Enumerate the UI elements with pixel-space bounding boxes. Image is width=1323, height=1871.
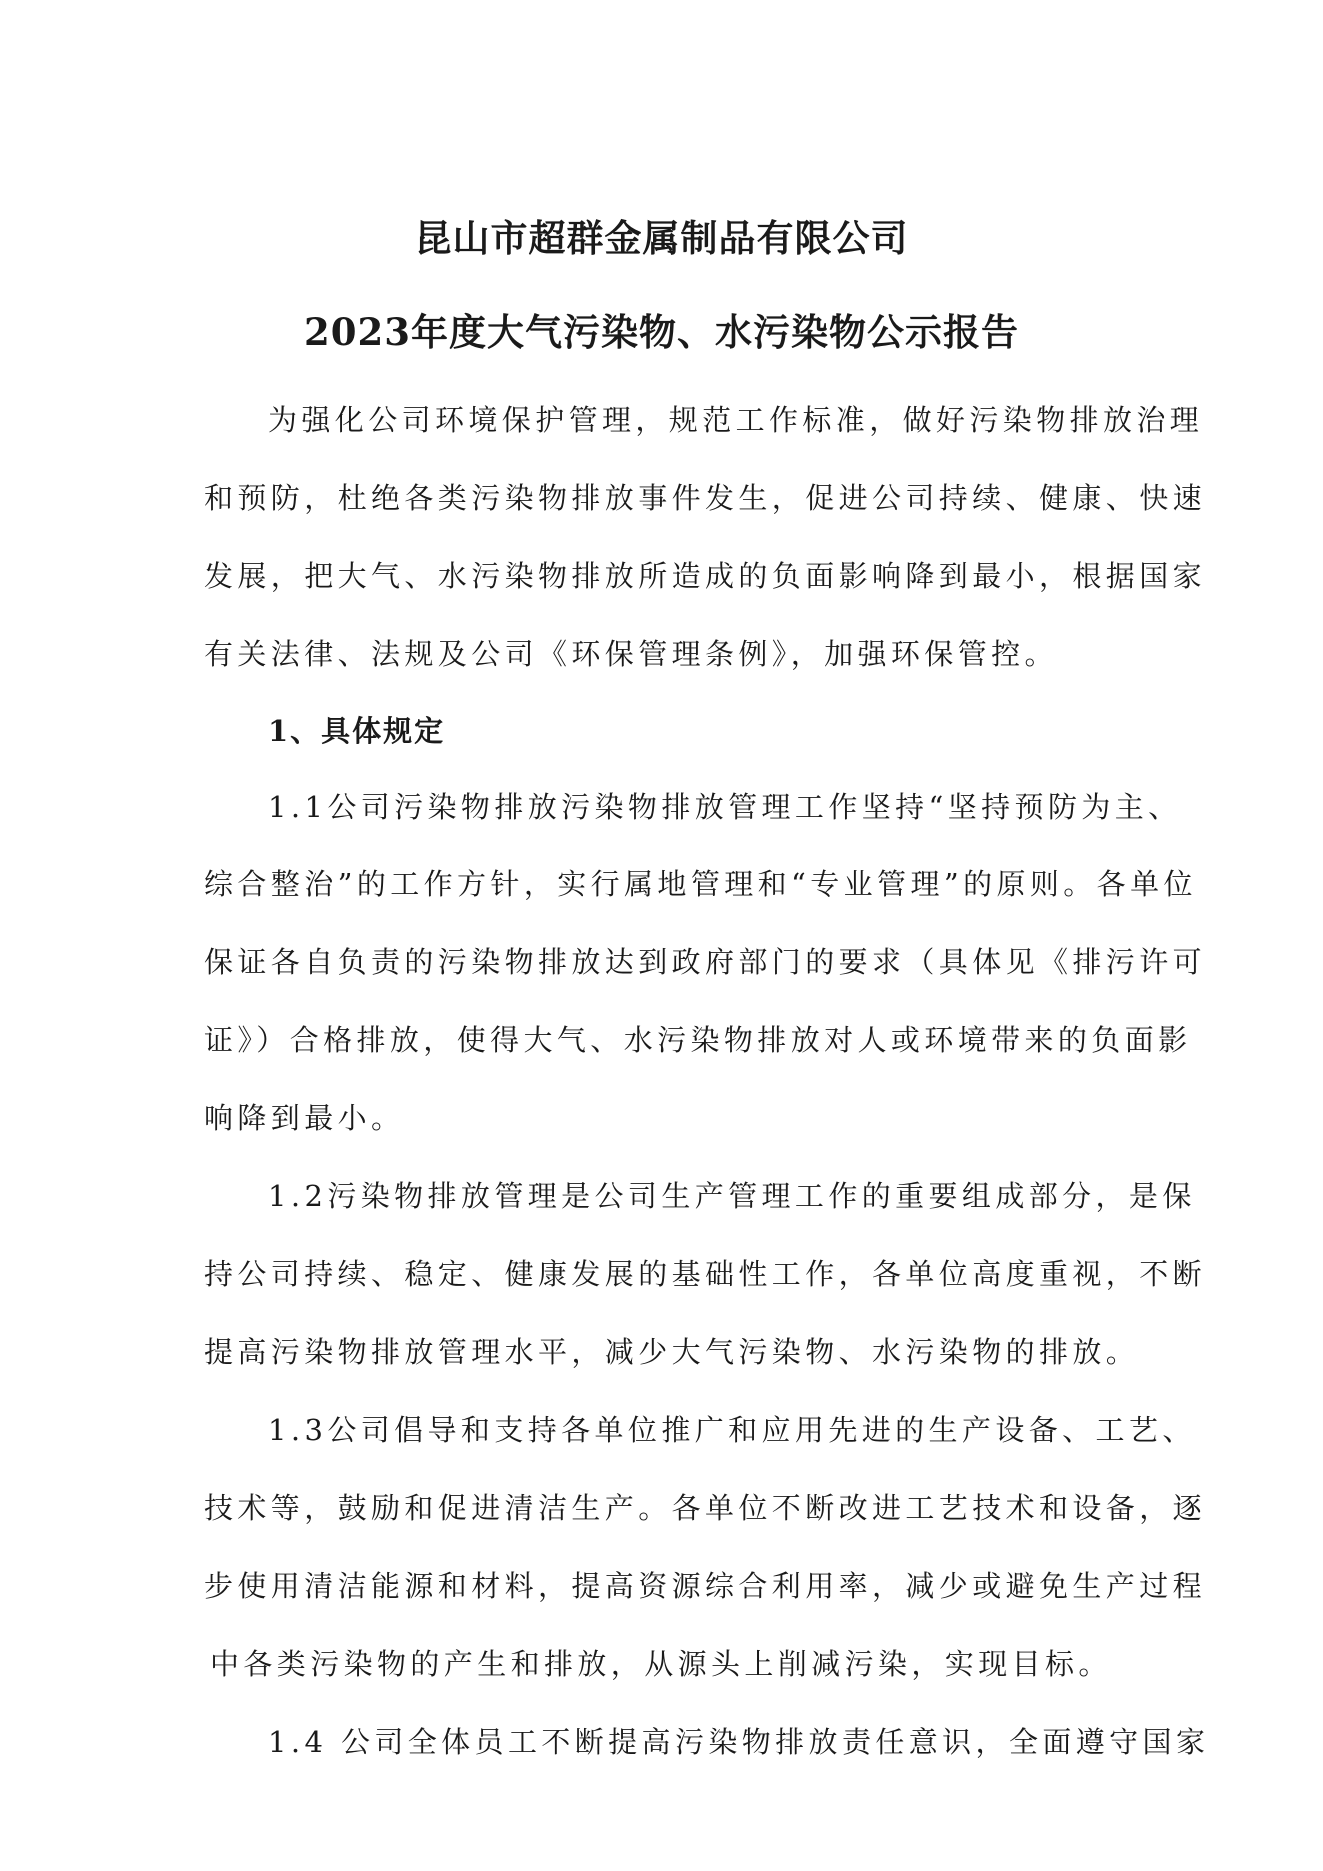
clause-1-4-line-1: 1.4 公司全体员工不断提高污染物排放责任意识，全面遵守国家 — [268, 1725, 1210, 1759]
clause-1-3-line-4: 中各类污染物的产生和排放，从源头上削减污染，实现目标。 — [210, 1647, 1112, 1681]
clause-1-1-line-1: 1.1公司污染物排放污染物排放管理工作坚持“坚持预防为主、 — [268, 790, 1182, 824]
intro-line-2: 和预防，杜绝各类污染物排放事件发生，促进公司持续、健康、快速 — [204, 481, 1207, 515]
clause-1-1-line-2: 综合整治”的工作方针，实行属地管理和“专业管理”的原则。各单位 — [204, 867, 1197, 901]
clause-1-2-line-3: 提高污染物排放管理水平，减少大气污染物、水污染物的排放。 — [204, 1335, 1140, 1369]
clause-1-1-line-5: 响降到最小。 — [204, 1101, 405, 1135]
intro-line-3: 发展，把大气、水污染物排放所造成的负面影响降到最小，根据国家 — [204, 559, 1207, 593]
clause-1-3-line-1: 1.3公司倡导和支持各单位推广和应用先进的生产设备、工艺、 — [268, 1413, 1196, 1447]
intro-line-1: 为强化公司环境保护管理，规范工作标准，做好污染物排放治理 — [268, 403, 1204, 437]
intro-line-4: 有关法律、法规及公司《环保管理条例》，加强环保管控。 — [204, 637, 1058, 671]
clause-1-3-line-3: 步使用清洁能源和材料，提高资源综合利用率，减少或避免生产过程 — [204, 1569, 1207, 1603]
clause-1-3-line-2: 技术等，鼓励和促进清洁生产。各单位不断改进工艺技术和设备，逐 — [204, 1491, 1207, 1525]
clause-1-2-line-2: 持公司持续、稳定、健康发展的基础性工作，各单位高度重视，不断 — [204, 1257, 1207, 1291]
clause-1-2-line-1: 1.2污染物排放管理是公司生产管理工作的重要组成部分，是保 — [268, 1179, 1196, 1213]
clause-1-1-line-4: 证》）合格排放，使得大气、水污染物排放对人或环境带来的负面影 — [204, 1023, 1192, 1057]
document-title-company: 昆山市超群金属制品有限公司 — [414, 216, 909, 260]
section-heading: 1、具体规定 — [268, 714, 446, 748]
clause-1-1-line-3: 保证各自负责的污染物排放达到政府部门的要求（具体见《排污许可 — [204, 945, 1207, 979]
document-title-report: 2023年度大气污染物、水污染物公示报告 — [304, 310, 1019, 354]
